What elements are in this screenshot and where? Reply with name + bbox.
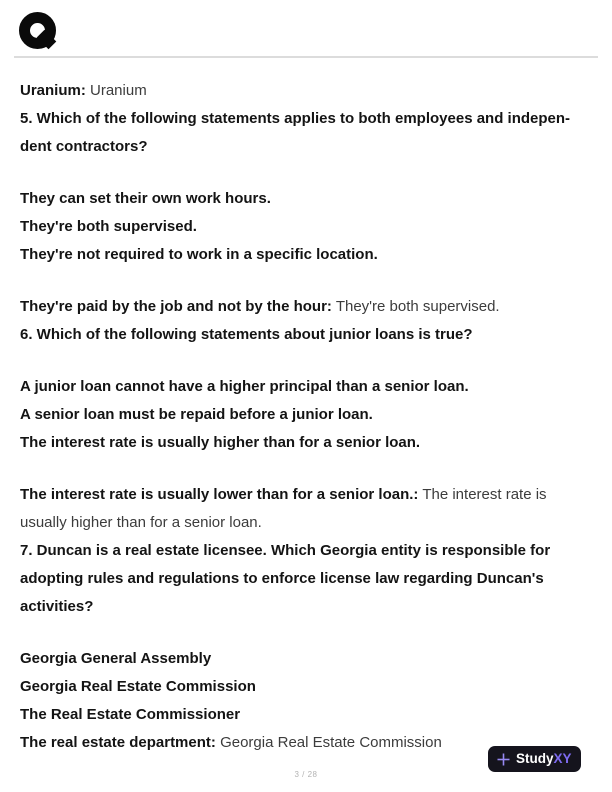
brand-accent: XY	[553, 751, 572, 767]
text-line	[20, 565, 598, 593]
text-line	[20, 673, 598, 701]
blank-line	[20, 349, 598, 373]
header-divider	[14, 56, 598, 58]
term-text: activities?	[20, 598, 94, 615]
term-text: A senior loan must be repaid before a junior loan.	[20, 406, 373, 423]
definition-text: Georgia Real Estate Commission	[215, 734, 442, 751]
term-text: They're both supervised.	[20, 218, 197, 235]
term-text: The real estate department:	[20, 734, 216, 751]
text-line	[20, 321, 598, 349]
text-line	[20, 593, 598, 621]
definition-text: They're both supervised.	[331, 298, 500, 315]
text-line	[20, 293, 598, 321]
blank-line	[20, 269, 598, 293]
term-text: They're paid by the job and not by the hour:	[20, 298, 332, 315]
text-line	[20, 645, 598, 673]
term-text: The Real Estate Commissioner	[20, 706, 241, 723]
brand-wordmark	[516, 752, 572, 766]
term-text: dent contractors?	[20, 138, 148, 155]
term-text: adopting rules and regulations to enforce license law regarding Duncan's	[20, 570, 544, 587]
term-text: 5. Which of the following statements applies to both employees and indepen-	[20, 110, 571, 127]
term-text: The interest rate is usually higher than for a senior loan.	[20, 434, 421, 451]
term-text: 7. Duncan is a real estate licensee. Which Georgia entity is responsible for	[20, 542, 551, 559]
blank-line	[20, 161, 598, 185]
brand-primary: Study	[516, 751, 554, 767]
text-line	[20, 213, 598, 241]
term-text: The interest rate is usually lower than for a senior loan.:	[20, 486, 419, 503]
q-logo-icon	[18, 10, 60, 56]
text-line	[20, 105, 598, 133]
text-line	[20, 77, 598, 105]
term-text: They're not required to work in a specific location.	[20, 246, 378, 263]
text-line	[20, 509, 598, 537]
definition-text: The interest rate is	[418, 486, 547, 503]
page-number: 3 / 28	[294, 770, 318, 779]
text-line	[20, 701, 598, 729]
plus-sparkle-icon	[497, 753, 510, 766]
content	[20, 77, 598, 757]
term-text: 6. Which of the following statements about junior loans is true?	[20, 326, 473, 343]
blank-line	[20, 457, 598, 481]
text-line	[20, 373, 598, 401]
definition-text: Uranium	[85, 82, 147, 99]
text-line	[20, 429, 598, 457]
studyxy-brand-badge[interactable]	[488, 746, 581, 772]
text-line	[20, 481, 598, 509]
blank-line	[20, 621, 598, 645]
text-line	[20, 185, 598, 213]
term-text: Georgia General Assembly	[20, 650, 212, 667]
text-line	[20, 133, 598, 161]
term-text: A junior loan cannot have a higher principal than a senior loan.	[20, 378, 469, 395]
text-line	[20, 401, 598, 429]
text-line	[20, 241, 598, 269]
definition-text: usually higher than for a senior loan.	[20, 514, 262, 531]
term-text: Georgia Real Estate Commission	[20, 678, 256, 695]
term-text: Uranium:	[20, 82, 86, 99]
term-text: They can set their own work hours.	[20, 190, 271, 207]
text-line	[20, 537, 598, 565]
